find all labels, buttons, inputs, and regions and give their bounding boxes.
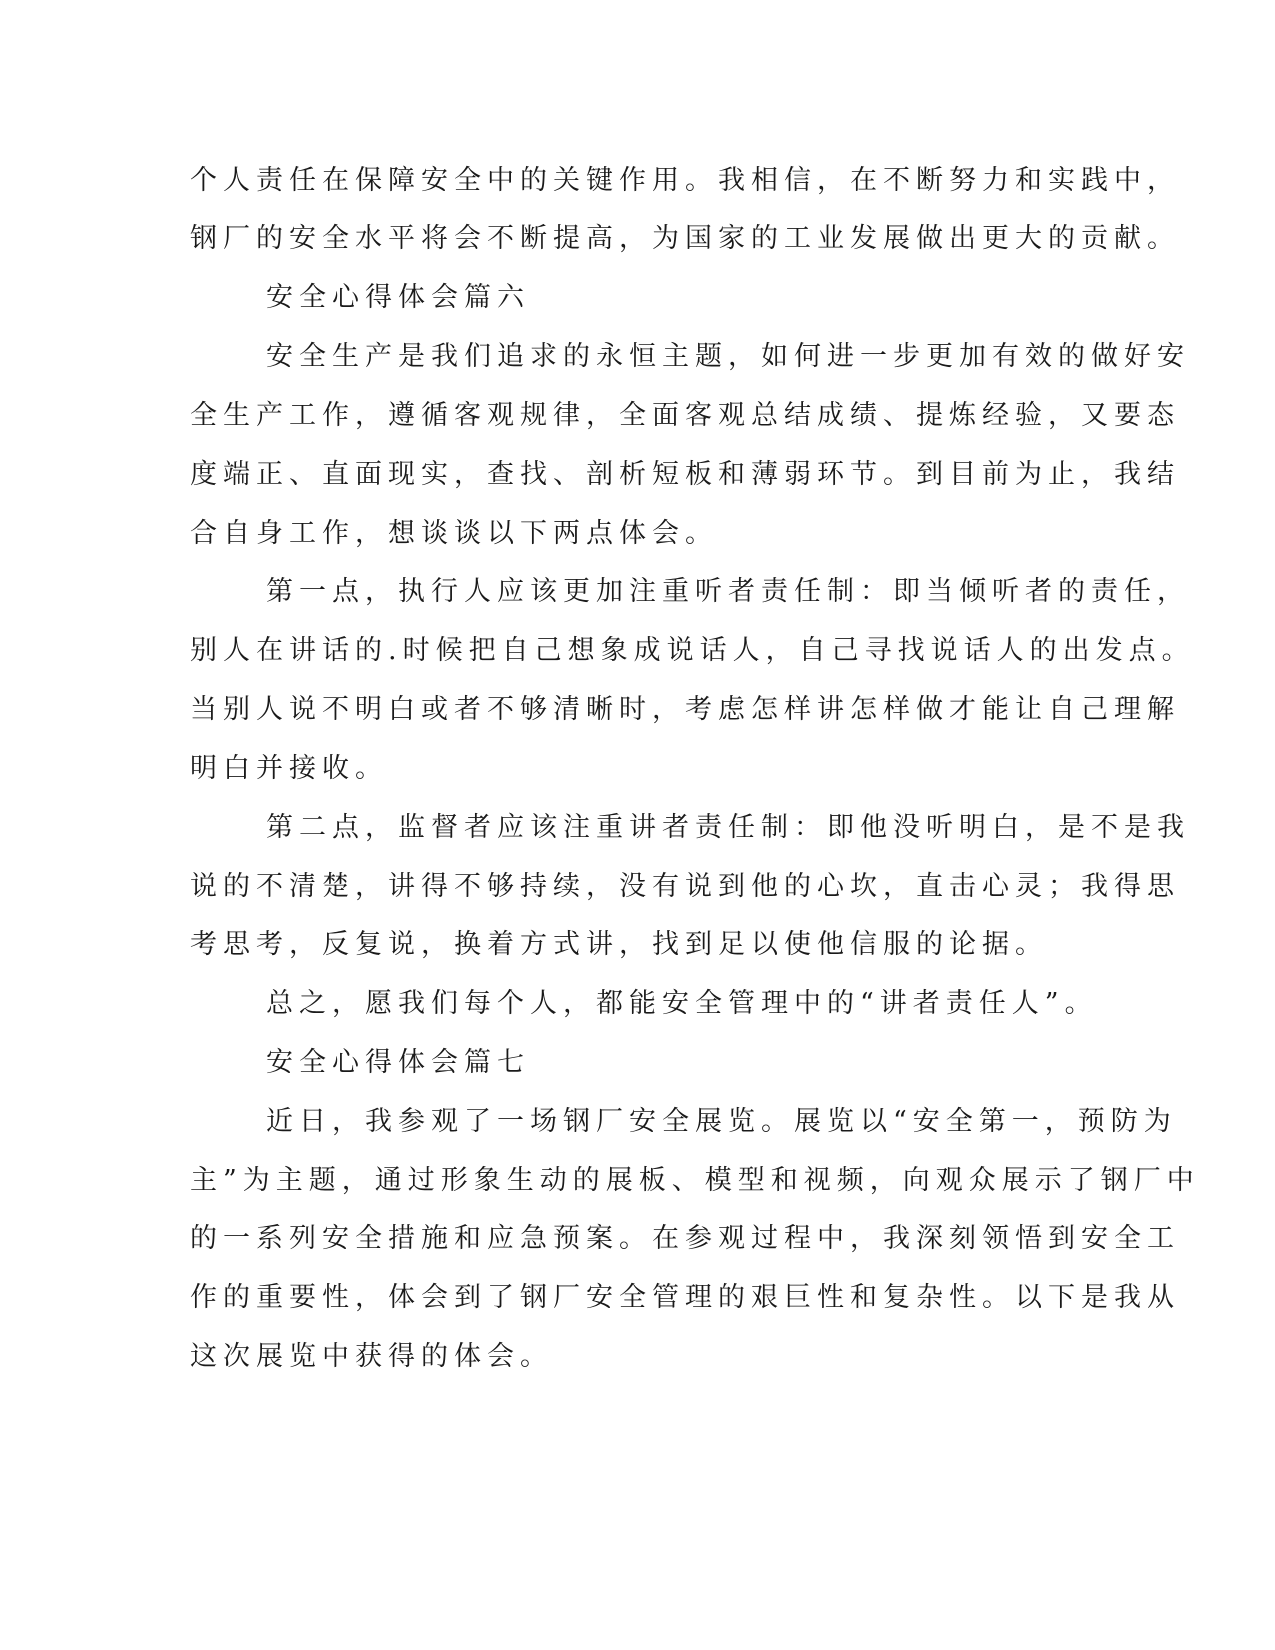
text-line: 第二点，监督者应该注重讲者责任制：即他没听明白，是不是我 (266, 812, 1190, 843)
text-line: 个人责任在保障安全中的关键作用。我相信，在不断努力和实践中， (190, 165, 1180, 196)
section-heading: 安全心得体会篇六 (266, 282, 530, 313)
text-line: 主”为主题，通过形象生动的展板、模型和视频，向观众展示了钢厂中 (190, 1165, 1200, 1196)
text-line: 考思考，反复说，换着方式讲，找到足以使他信服的论据。 (190, 929, 1048, 960)
text-line: 钢厂的安全水平将会不断提高，为国家的工业发展做出更大的贡献。 (190, 223, 1180, 254)
text-line: 安全生产是我们追求的永恒主题，如何进一步更加有效的做好安 (266, 341, 1190, 372)
text-line: 全生产工作，遵循客观规律，全面客观总结成绩、提炼经验，又要态 (190, 400, 1180, 431)
text-line: 度端正、直面现实，查找、剖析短板和薄弱环节。到目前为止，我结 (190, 459, 1180, 490)
text-line: 近日，我参观了一场钢厂安全展览。展览以“安全第一，预防为 (266, 1106, 1177, 1137)
text-line: 作的重要性，体会到了钢厂安全管理的艰巨性和复杂性。以下是我从 (190, 1282, 1180, 1313)
text-line: 当别人说不明白或者不够清晰时，考虑怎样讲怎样做才能让自己理解 (190, 694, 1180, 725)
text-line: 别人在讲话的.时候把自己想象成说话人，自己寻找说话人的出发点。 (190, 635, 1195, 666)
text-line: 明白并接收。 (190, 753, 388, 784)
text-line: 说的不清楚，讲得不够持续，没有说到他的心坎，直击心灵；我得思 (190, 871, 1180, 902)
text-line: 总之，愿我们每个人，都能安全管理中的“讲者责任人”。 (266, 988, 1098, 1019)
section-heading: 安全心得体会篇七 (266, 1047, 530, 1078)
text-line: 这次展览中获得的体会。 (190, 1341, 553, 1372)
text-line: 第一点，执行人应该更加注重听者责任制：即当倾听者的责任， (266, 576, 1190, 607)
text-line: 的一系列安全措施和应急预案。在参观过程中，我深刻领悟到安全工 (190, 1223, 1180, 1254)
text-line: 合自身工作，想谈谈以下两点体会。 (190, 518, 718, 549)
